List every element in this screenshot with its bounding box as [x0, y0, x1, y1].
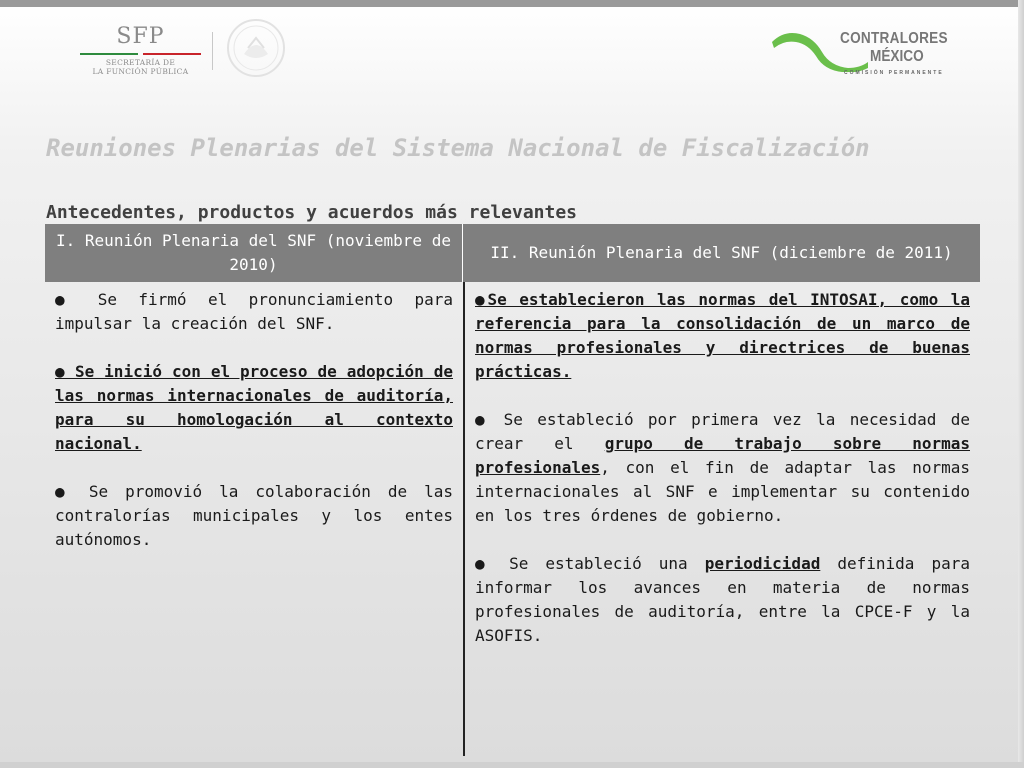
sfp-logo-text: SFP — [116, 24, 165, 49]
cm-logo-line1: CONTRALORES — [840, 30, 948, 47]
right-edge — [1018, 0, 1024, 768]
table-header-row — [45, 224, 980, 282]
table-header-col1: I. Reunión Plenaria del SNF (noviembre de 2010) — [45, 224, 463, 282]
logo-divider — [212, 32, 213, 70]
meetings-table — [45, 224, 980, 756]
sfp-green-stripe — [80, 53, 138, 55]
col1-item-1: ● Se firmó el pronunciamiento para impulsar la creación del SNF. — [55, 290, 453, 333]
bottom-edge — [0, 762, 1024, 768]
col2-item-2-text-c: , con el fin de adaptar las normas internacionales al SNF e implementar su contenido en los tres órdenes de gobierno. — [475, 458, 970, 525]
sfp-logo — [78, 24, 203, 80]
col2-item-3 — [475, 552, 970, 648]
sfp-sub-line1: SECRETARÍA DE — [105, 58, 176, 67]
col2-item-1: ●Se establecieron las normas del INTOSAI, como la referencia para la consolidación de un marco de normas profesionales y directrices de buenas prácticas. — [475, 290, 970, 381]
slide-subtitle: Antecedentes, productos y acuerdos más relevantes — [46, 202, 578, 223]
col2-item-2-emphasis: grupo de trabajo sobre normas profesionales — [475, 434, 970, 477]
col2-item-2-text-a: ● Se estableció por primera vez la necesidad de crear el — [475, 410, 970, 453]
sfp-sub-line2: LA FUNCIÓN PÚBLICA — [92, 67, 189, 76]
slide-title: Reuniones Plenarias del Sistema Nacional de Fiscalización — [46, 134, 870, 162]
coat-of-arms-seal-icon — [226, 18, 286, 78]
sfp-red-stripe — [143, 53, 201, 55]
table-cell-col1 — [45, 282, 463, 756]
top-border — [0, 0, 1024, 7]
table-body-row — [45, 282, 980, 756]
col1-item-3: ● Se promovió la colaboración de las contralorías municipales y los entes autónomos. — [55, 482, 453, 549]
col2-item-3-text-a: ● Se estableció una — [475, 554, 705, 573]
cm-logo-line2: MÉXICO — [870, 48, 924, 65]
col2-item-3-text-c: definida para informar los avances en materia de normas profesionales de auditoría, entre la CPCE-F y la ASOFIS. — [475, 554, 971, 645]
col1-item-2: ● Se inició con el proceso de adopción de las normas internacionales de auditoría, para su homologación al contexto nacional. — [55, 362, 453, 453]
table-cell-col2 — [463, 282, 980, 756]
col2-item-3-emphasis: periodicidad — [704, 554, 821, 573]
sfp-logo-subtitle — [78, 58, 203, 76]
table-header-col2: II. Reunión Plenaria del SNF (diciembre de 2011) — [490, 243, 953, 262]
contralores-mexico-logo — [770, 28, 948, 82]
col2-item-2 — [475, 408, 970, 528]
cm-logo-subtitle: COMISIÓN PERMANENTE — [844, 70, 944, 76]
